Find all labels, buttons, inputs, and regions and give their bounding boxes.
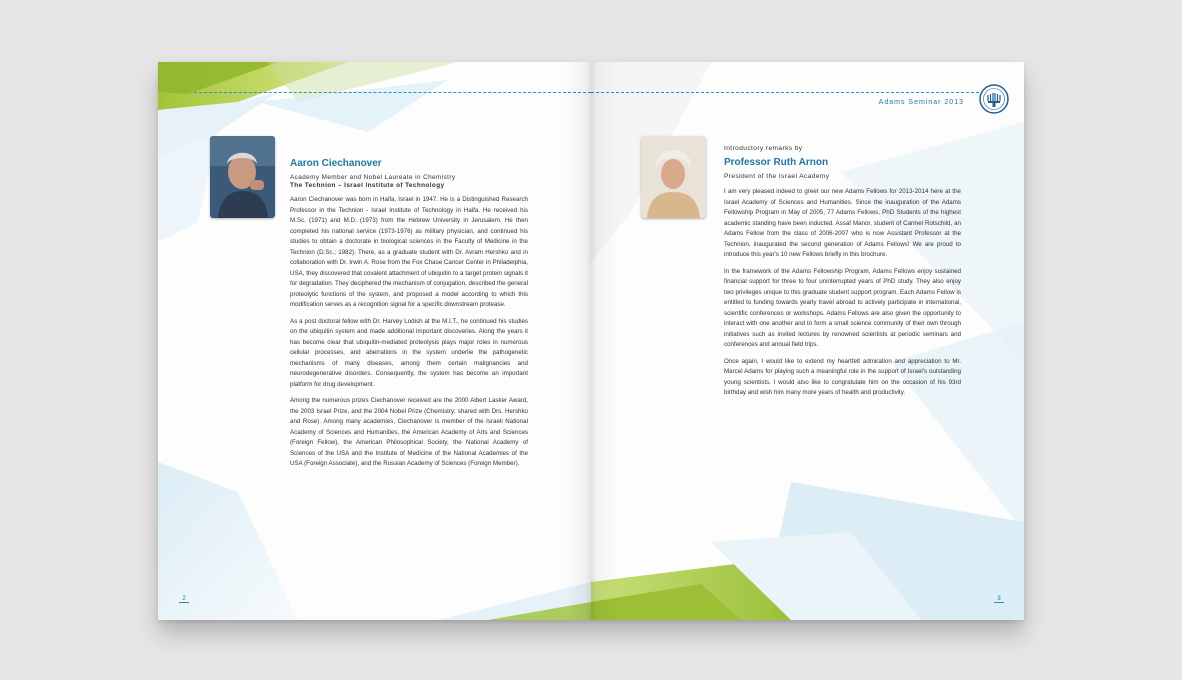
left-paragraph: As a post doctoral fellow with Dr. Harvey Lodish at the M.I.T., he continued his studies on the ubiquitin system and made additional important discoveries. Along the years it has become clear that ubiquitin-mediated proteolysis plays major roles in numerous cellular processes, and aberrations in the system underlie the pathogenetic mechanisms of many diseases, among them certain malignancies and neurodegenerative disorders. Consequently, the system has become an important platform for drug development.: [290, 317, 528, 388]
portrait-aaron-ciechanover: [210, 136, 275, 218]
left-paragraph: Aaron Ciechanover was born in Haifa, Israel in 1947. He is a Distinguished Research Professor in the Technion - Israel Institute of Technology in Haifa. He received his M.Sc. (1971) and M.D. (1973) from the Hebrew University in Jerusalem. He then completed his national service (1973-1976) as military physician, and continued his studies to obtain a doctorate in biological sciences in the Faculty of Medicine in the Technion (D.Sc.; 1982). There, as a graduate student with Dr. Avram Hershko and in collaboration with Dr. Irwin A. Rose from the Fox Chase Cancer Center in Philadelphia, USA, they discovered that covalent attachment of ubiquitin to a target protein signals it for degradation. They deciphered the mechanism of conjugation, described the general proteolytic functions of the system, and proposed a model according to which this modification serves as a recognition signal for a specific downstream protease.: [290, 196, 528, 308]
right-page-number: 3: [994, 596, 1004, 603]
right-paragraph: Once again, I would like to extend my heartfelt admiration and appreciation to Mr. Marcel Adams for playing such a meaningful role in the support of Israel's outstanding young scientists. I would also like to congratulate him on the occasion of his 93rd birthday and wish him many more years of health and productivity.: [724, 357, 961, 396]
left-body: [290, 195, 528, 476]
left-meta-institution: The Technion – Israel Institute of Technology: [290, 182, 445, 189]
header-rule-right: [591, 92, 984, 93]
right-kicker: Introductory remarks by: [724, 145, 803, 152]
right-paragraph: In the framework of the Adams Fellowship Program, Adams Fellows enjoy sustained financial support for three to four uninterrupted years of PhD study. They also enjoy two privileges unique to this graduate student support program. Each Adams Fellow is entitled to funding towards yearly travel abroad to actively participate in international, scientific conferences or workshops. Adams Fellows are also given the opportunity to interact with one another and to form a small science community of their own through initiatives such as invited lectures by renowned scientists at periodic seminars and conferences and annual field trips.: [724, 267, 961, 348]
left-paragraph: Among the numerous prizes Ciechanover received are the 2000 Albert Lasker Award, the 2003 Israel Prize, and the 2004 Nobel Prize (Chemistry; shared with Drs. Hershko and Rose). Among many academies, Ciechanover is member of the Israeli National Academy of Sciences and Humanities, the American Academy of Arts and Sciences (Foreign Fellow), the American Philosophical Society, the National Academy of Sciences of the USA and the Institute of Medicine of the National Academies of the USA (Foreign Associate), and the Russian Academy of Sciences (Foreign Member).: [290, 397, 528, 467]
left-name: Aaron Ciechanover: [290, 158, 382, 169]
right-role: President of the Israel Academy: [724, 173, 830, 180]
header-title: Adams Seminar 2013: [878, 99, 964, 106]
academy-seal-icon: [979, 84, 1009, 114]
left-meta-title: Academy Member and Nobel Laureate in Chemistry: [290, 174, 456, 181]
right-name: Professor Ruth Arnon: [724, 157, 829, 168]
left-page: [158, 62, 591, 620]
right-body: [724, 187, 961, 405]
header-rule-left: [194, 92, 591, 93]
left-page-number: 2: [179, 596, 189, 603]
right-page: [591, 62, 1024, 620]
brochure-spread: [158, 62, 1024, 620]
left-meta: [290, 174, 455, 190]
right-paragraph: I am very pleased indeed to greet our new Adams Fellows for 2013-2014 here at the Israel Academy of Sciences and Humanities. Since the inauguration of the Adams Fellowship Program in May of 2005, 77 Adams Fellows, PhD Students of the highest academic standing have been inducted. Assaf Manor, student of Carmel Rotschild, an Adams Fellow from the class of 2006-2007 who is now Assistant Professor at the Technion, inaugurated the second generation of Adams Fellows! We are proud to introduce this year's 10 new Fellows briefly in this brochure.: [724, 188, 961, 258]
portrait-ruth-arnon: [641, 136, 706, 218]
